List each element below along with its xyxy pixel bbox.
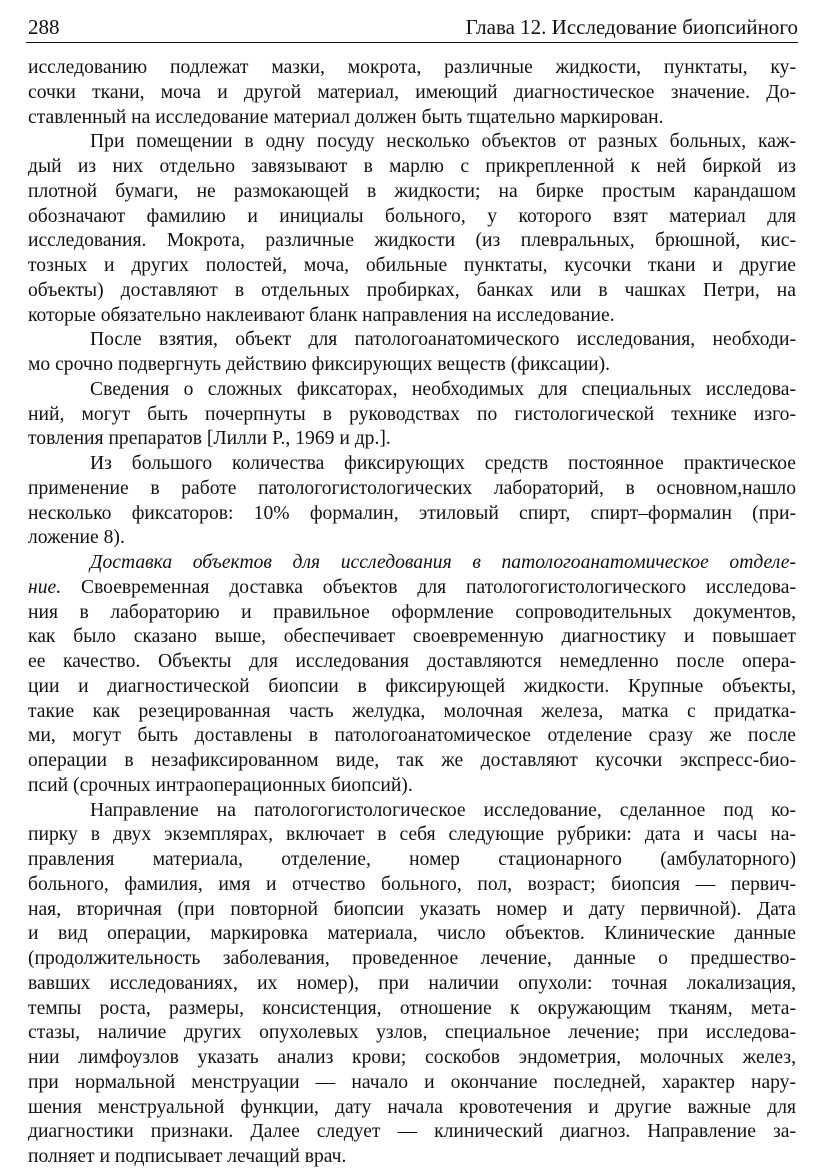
text-line: диагностики признаки. Далее следует — клинический диагноз. Направление за- <box>28 1121 796 1143</box>
paragraph <box>28 551 796 799</box>
paragraph <box>28 56 796 130</box>
text-line: темпы роста, размеры, консистенция, отношение к окружающим тканям, мета- <box>28 997 796 1019</box>
text-line: ми, могут быть доставлены в патологоанатомическое отделение сразу же после <box>28 725 796 747</box>
text-line: такие как резецированная часть желудка, молочная железа, матка с придатка- <box>28 700 796 722</box>
paragraph <box>28 130 796 328</box>
text-line: ее качество. Объекты для исследования доставляются немедленно после опера- <box>28 651 796 672</box>
text-line: пирку в двух экземплярах, включает в себя следующие рубрики: дата и часы на- <box>28 824 796 846</box>
text-line: (продолжительность заболевания, проведенное лечение, данные о предшество- <box>28 948 796 969</box>
text-line: как было сказано выше, обеспечивает своевременную диагностику и повышает <box>28 626 796 648</box>
text-line: ложение 8). <box>28 527 125 549</box>
section-heading-italic: Доставка объектов для исследования в патологоанатомическое отделе- <box>90 552 796 573</box>
text-line: исследованию подлежат мазки, мокрота, различные жидкости, пунктаты, ку- <box>28 57 796 78</box>
text-line: ставленный на исследование материал должен быть тщательно маркирован. <box>28 106 664 128</box>
text-line: шения менструальной функции, дату начала кровотечения и другие важные для <box>28 1096 796 1118</box>
text-line: ции и диагностической биопсии в фиксирующей жидкости. Крупные объекты, <box>28 675 796 697</box>
text-line: ния в лабораторию и правильное оформление сопроводительных документов, <box>28 601 796 623</box>
text-line: нии лимфоузлов указать анализ крови; соскобов эндометрия, молочных желез, <box>28 1047 796 1068</box>
chapter-title: Глава 12. Исследование биопсийного <box>465 15 798 39</box>
text-line: мо срочно подвергнуть действию фиксирующих веществ (фиксации). <box>28 354 611 375</box>
text-line: дый из них отдельно завязывают в марлю с прикрепленной к ней биркой из <box>28 156 796 177</box>
text-line: которые обязательно наклеивают бланк направления на исследование. <box>28 304 615 326</box>
paragraph <box>28 328 796 378</box>
text-line <box>28 576 796 601</box>
body-text <box>28 56 796 1170</box>
section-heading-italic-end: ние. <box>28 576 62 598</box>
text-line: несколько фиксаторов: 10% формалин, этиловый спирт, спирт–формалин (при- <box>28 502 796 524</box>
text-line: Из большого количества фиксирующих средств постоянное практическое <box>90 453 796 474</box>
text-line: больного, фамилия, имя и отчество больного, пол, возраст; биопсия — первич- <box>28 873 796 895</box>
text-line: После взятия, объект для патологоанатомического исследования, необходи- <box>90 329 796 351</box>
text-line: сочки ткани, моча и другой материал, имеющий диагностическое значение. До- <box>28 81 796 103</box>
text-line-rest: Своевременная доставка объектов для патологогистологического исследова- <box>61 576 796 598</box>
text-line: операции в незафиксированном виде, так же доставляют кусочки экспресс-био- <box>28 750 796 771</box>
text-line: полняет и подписывает лечащий врач. <box>28 1146 347 1167</box>
text-line: тозных и других полостей, моча, обильные пунктаты, кусочки ткани и другие <box>28 255 796 276</box>
text-line: вавших исследованиях, их номер), при наличии опухоли: точная локализация, <box>28 972 796 994</box>
running-header <box>26 12 798 43</box>
text-line: объекты) доставляют в отдельных пробирках, банках или в чашках Петри, на <box>28 279 796 301</box>
text-line: плотной бумаги, не размокающей в жидкости; на бирке простым карандашом <box>28 180 796 202</box>
paragraph <box>28 452 796 551</box>
text-line: псий (срочных интраоперационных биопсий). <box>28 774 413 796</box>
text-line: применение в работе патологогистологических лабораторий, в основном,нашло <box>28 477 796 499</box>
text-line: Сведения о сложных фиксаторах, необходимых для специальных исследова- <box>90 378 796 400</box>
text-line: правления материала, отделение, номер стационарного (амбулаторного) <box>28 849 796 870</box>
text-line: товления препаратов [Лилли Р., 1969 и др.]. <box>28 428 391 450</box>
text-line: ний, могут быть почерпнуты в руководствах по гистологической технике изго- <box>28 403 796 425</box>
paragraph <box>28 378 796 452</box>
text-line: Направление на патологогистологическое исследование, сделанное под ко- <box>90 799 796 821</box>
text-line: и вид операции, маркировка материала, число объектов. Клинические данные <box>28 923 796 945</box>
text-line: ная, вторичная (при повторной биопсии указать номер и дату первичной). Дата <box>28 898 796 920</box>
text-line: При помещении в одну посуду несколько объектов от разных больных, каж- <box>90 131 796 153</box>
text-line: обозначают фамилию и инициалы больного, у которого взят материал для <box>28 205 796 227</box>
text-line: при нормальной менструации — начало и окончание последней, характер нару- <box>28 1071 796 1093</box>
page-number: 288 <box>28 15 60 39</box>
paragraph <box>28 799 796 1170</box>
text-line: стазы, наличие других опухолевых узлов, специальное лечение; при исследова- <box>28 1022 796 1044</box>
text-line: исследования. Мокрота, различные жидкости (из плевральных, брюшной, кис- <box>28 230 796 252</box>
